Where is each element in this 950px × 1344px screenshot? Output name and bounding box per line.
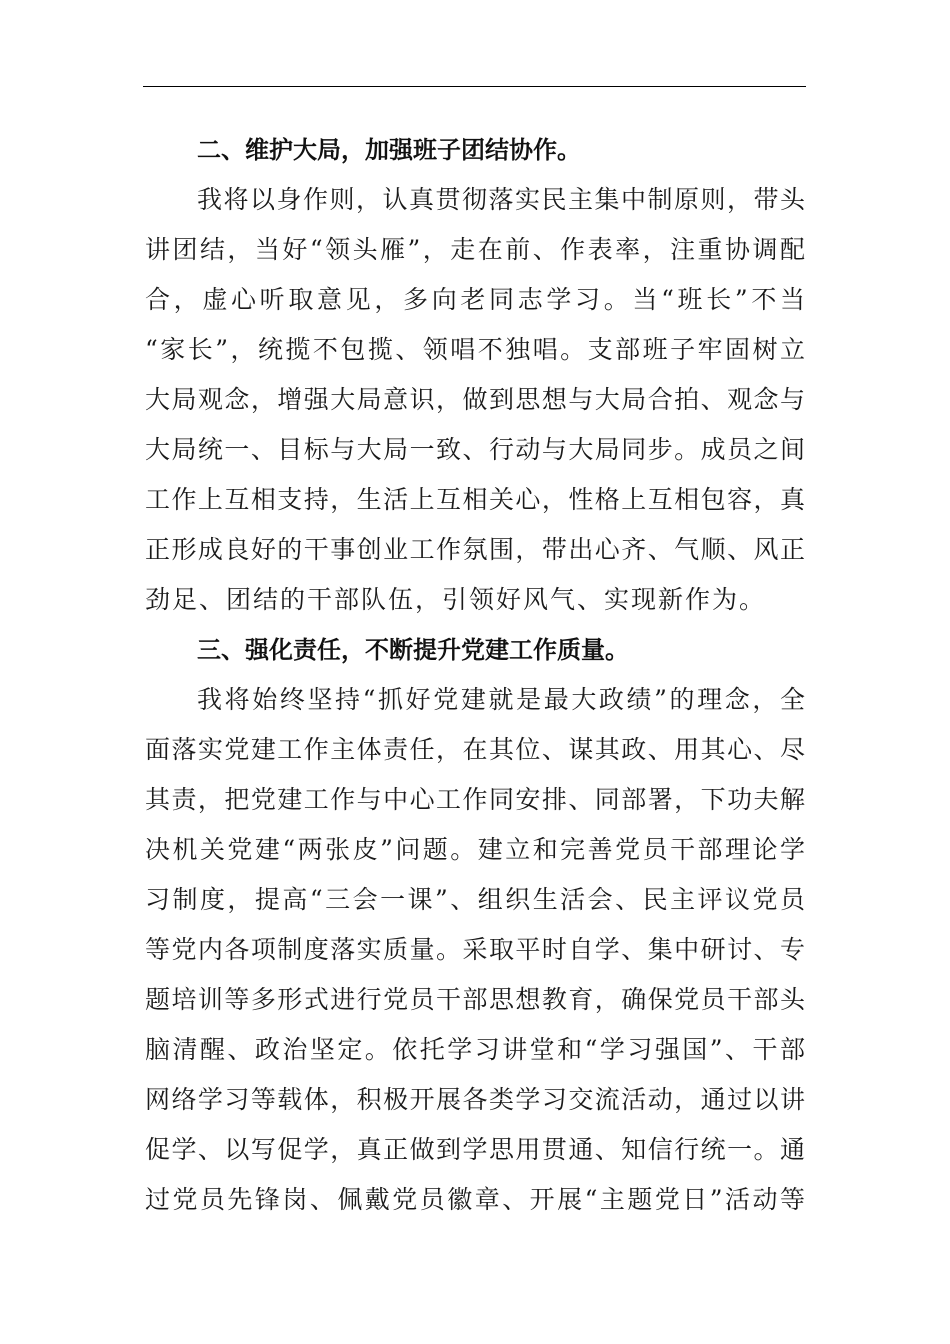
section-2-line: 大局观念，增强大局意识，做到思想与大局合拍、观念与 xyxy=(145,385,805,414)
section-2-line: 正形成良好的干事创业工作氛围，带出心齐、气顺、风正 xyxy=(145,535,805,564)
section-3-line: 习制度，提高“三会一课”、组织生活会、民主评议党员 xyxy=(145,885,805,914)
section-2-line: 我将以身作则，认真贯彻落实民主集中制原则，带头 xyxy=(197,185,805,214)
section-3-line: 决机关党建“两张皮”问题。建立和完善党员干部理论学 xyxy=(145,835,805,864)
section-2-line: 合，虚心听取意见，多向老同志学习。当“班长”不当 xyxy=(145,285,805,314)
section-2-line: 讲团结，当好“领头雁”，走在前、作表率，注重协调配 xyxy=(145,235,805,264)
section-2-line: 大局统一、目标与大局一致、行动与大局同步。成员之间 xyxy=(145,435,805,464)
section-3-line: 网络学习等载体，积极开展各类学习交流活动，通过以讲 xyxy=(145,1085,805,1114)
section-3-line: 过党员先锋岗、佩戴党员徽章、开展“主题党日”活动等 xyxy=(145,1185,805,1214)
section-2-line: 工作上互相支持，生活上互相关心，性格上互相包容，真 xyxy=(145,485,805,514)
section-3-line: 脑清醒、政治坚定。依托学习讲堂和“学习强国”、干部 xyxy=(145,1035,805,1064)
section-3-line: 其责，把党建工作与中心工作同安排、同部署，下功夫解 xyxy=(145,785,805,814)
section-3-line: 面落实党建工作主体责任，在其位、谋其政、用其心、尽 xyxy=(145,735,805,764)
section-2-heading: 二、维护大局，加强班子团结协作。 xyxy=(197,136,581,164)
section-3-heading: 三、强化责任，不断提升党建工作质量。 xyxy=(197,636,629,664)
header-rule xyxy=(143,86,806,87)
section-2-line: 劲足、团结的干部队伍，引领好风气、实现新作为。 xyxy=(145,585,767,614)
section-3-line: 促学、以写促学，真正做到学思用贯通、知信行统一。通 xyxy=(145,1135,805,1164)
section-3-line: 题培训等多形式进行党员干部思想教育，确保党员干部头 xyxy=(145,985,805,1014)
section-2-line: “家长”，统揽不包揽、领唱不独唱。支部班子牢固树立 xyxy=(145,335,805,364)
section-3-line: 等党内各项制度落实质量。采取平时自学、集中研讨、专 xyxy=(145,935,805,964)
section-3-line: 我将始终坚持“抓好党建就是最大政绩”的理念，全 xyxy=(197,685,805,714)
